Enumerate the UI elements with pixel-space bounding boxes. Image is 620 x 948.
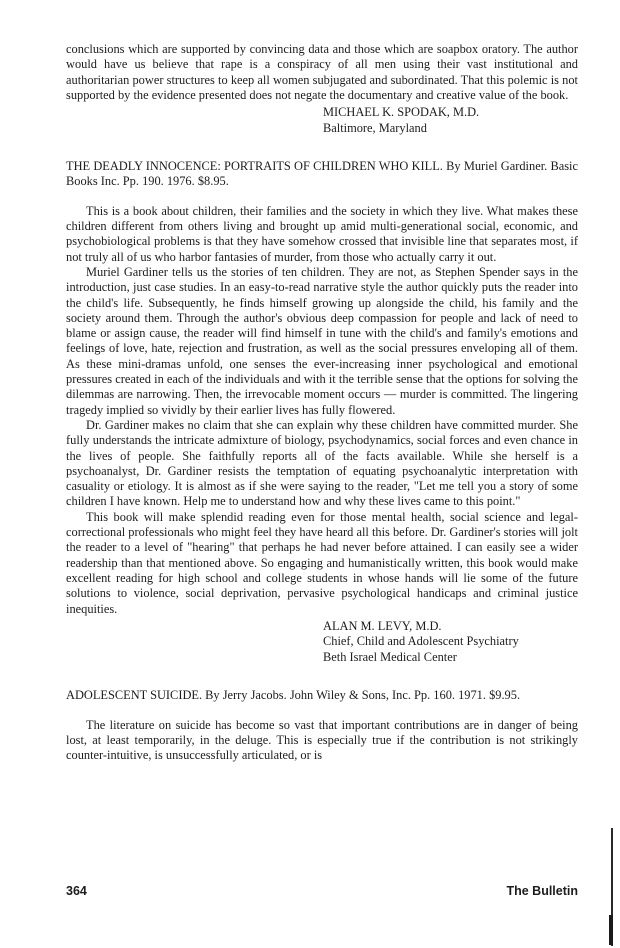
page-number: 364 [66, 884, 87, 898]
review2-paragraph-2: Muriel Gardiner tells us the stories of ten children. They are not, as Stephen Spender says in the introduction, just case studies. In an easy-to-read narrative style the author quickly puts the reader into the child's life. Subsequently, he finds himself growing up alongside the child, his family and the society around them. Through the author's obvious deep compassion for people and lack of need to blame or assign cause, the reader will find himself in tune with the child's and family's emotions and feelings of love, hate, rejection and frustration, as well as the social pressures enveloping all of them. As these mini-dramas unfold, one senses the ever-increasing inner psychological and emotional pressures created in each of the individuals and with it the terrible sense that the options for solving the dilemmas are narrowing. Then, the irrevocable moment occurs — murder is committed. The lingering tragedy implied so vividly by their earlier lives has fully flowered. [66, 264, 578, 417]
page-footer [66, 884, 578, 898]
page-body [66, 42, 578, 763]
review2-signature [323, 619, 578, 666]
review1-tail-paragraph: conclusions which are supported by convincing data and those which are soapbox oratory. The author would have us believe that rape is a conspiracy of all men using their vast institutional and authoritarian power structures to keep all women subjugated and subordinated. That this polemic is not supported by the evidence presented does not negate the documentary and creative value of the book. [66, 42, 578, 102]
journal-name: The Bulletin [506, 884, 578, 898]
reviewer-location: Baltimore, Maryland [323, 120, 427, 135]
review1-signature [323, 105, 578, 136]
review2-paragraph-4: This book will make splendid reading even for those mental health, social science and legal-correctional professionals who might feel they have heard all this before. Dr. Gardiner's stories will jolt the reader to a level of "hearing" that perhaps he had never before attained. I can easily see a wider readership than that mentioned above. So engaging and humanistically written, this book would make excellent reading for high school and college students in whose hands will lie some of the future solutions to violence, social deprivation, pervasive psychological handicaps and criminal justice inequities. [66, 509, 578, 616]
review3-paragraph-1: The literature on suicide has become so vast that important contributions are in danger of being lost, at least temporarily, in the deluge. This is especially true if the contribution is not strikingly counter-intuitive, is unsuccessfully articulated, or is [66, 717, 578, 763]
scan-margin-mark [609, 915, 613, 945]
reviewer-name: ALAN M. LEVY, M.D. [323, 618, 442, 633]
reviewer-affiliation: Beth Israel Medical Center [323, 649, 457, 664]
reviewer-title: Chief, Child and Adolescent Psychiatry [323, 634, 519, 649]
review2-paragraph-1: This is a book about children, their families and the society in which they live. What makes these children different from others living and brought up amid multi-generational social, economic, and psychobiological problems is that they have somehow crossed that invisible line that separates most, if not truly all of us who harbor fantasies of murder, from those who actually carry it out. [66, 203, 578, 264]
review2-paragraph-3: Dr. Gardiner makes no claim that she can explain why these children have committed murder. She fully understands the intricate admixture of biology, psychodynamics, social forces and even chance in the lives of people. She faithfully reports all of the facts available. While she herself is a psychoanalyst, Dr. Gardiner resists the temptation of equating psychoanalytic interpretation with casuality or etiology. It is almost as if she were saying to the reader, "Let me tell you a story of some children I have known. Help me to understand how and why these lives came to this point." [66, 417, 578, 509]
reviewer-name: MICHAEL K. SPODAK, M.D. [323, 105, 480, 120]
review3-heading: ADOLESCENT SUICIDE. By Jerry Jacobs. John Wiley & Sons, Inc. Pp. 160. 1971. $9.95. [66, 688, 521, 703]
review2-heading: THE DEADLY INNOCENCE: PORTRAITS OF CHILDREN WHO KILL. By Muriel Gardiner. Basic Books Inc. Pp. 190. 1976. $8.95. [66, 159, 578, 189]
